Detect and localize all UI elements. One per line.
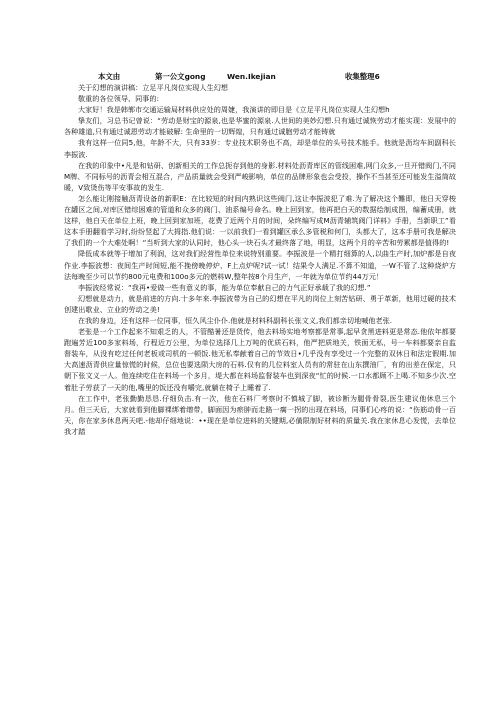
document-header [98,71,456,82]
document-body [64,82,456,437]
paragraph: 挚友们，习总书记曾说：“劳动是财宝的源泉,也是华蜜的源泉.人世间的美妙幻想.只有通过诚恢劳动才能实现：发展中的各种雄道,只有通过诚恩劳动才能破解: 生命里的一切辉煌，只有通过诚胞劳动才能铸就 [64,116,456,137]
paragraph: 在我的身边，还有这样一位同事，恒久风尘仆仆.他就是材料科副科长张文义,我们都亲切地喊他老张. [78,315,393,325]
paragraph: 李振波经常说：“我再•爱做一些有意义的事，能为单位奉献自己的力气正好承载了我的幻想.” [78,282,371,292]
paragraph: 怎么能让刚接触沥青设备的新职E：在比较短的时间内熟识这些阀门,这让李振波犯了难.为了解决这个難即，他日天穿梭在罐区之间,对库区错综困难的管道和众多的阀门、油系编号命名。晚上回到家，他再把白天的数据绘制成图，编蓄成册，就这样，他白天在单位上班，晚上回到家加班，花费了近两个月的时间，朵终编写成M沥青辅筑阀门详料》手册，当新职工”看这本手册翻看学习时,纷纷竖起了大拇指.他们说：一以前我们一看到罐区承么多管税和何门，头都大了，这本手册可我是解决了我们的一个大难处啊！“当听到大家的认同时，他心头一块石头才最终落了地，明显，这两个月的辛苦和劳累都是值得的! [64,193,456,248]
header-site-name: 第一公文gong [155,72,206,81]
paragraph: 在工作中，老张勤勤恳恳.仔细负击.有一次，他在石料厂考察时不慎城了脚，被诊断为腿骨骨裂,医生建议他休息三个月。但三天后，大家就看到他脚裸绑着缯带，脚面因为瘀肿而走路一瘸一拐的出现在料场，同事们心疼的说：“伤筋动骨一百天，你在家多休息两天吧.-他却仔细地说：••现在是单位进料的关键期,必僙限制好材料的质量关.我在家休息心发慌，去单位我才踏 [64,393,456,436]
paragraph: 在我的印象中•凡是和钻研、创新相关的工作总扼存到他的身影.材料处沥青库区的管线困难,网门众多,一旦开错阀门,不同M牌、不同标号的沥青会相互混合，产品质量就会受到严峻影响，单位的品牌形象也会受投，操作不当甚至还可能发生溢筒故暖，V致烫伤等平安事故的发生. [64,160,456,192]
salutation: 敬重的各位领导、同事的: [78,94,160,104]
document-title: 关于幻想的演讲稿：立足平凡岗位实现人生幻想 [78,83,229,92]
paragraph: 幻想就是动力，就是前进的方向.十多年来.李振波带为自己的幻想在平凡的岗位上刻苦钻研、勇于革新，他用过硬的技术创建出歌业、立业的劳动之美! [64,293,456,314]
paragraph: 大家好！我是韩郸市交通运输局材料供应处的周婕，我演讲的即目是《立足平凡岗位实现人生幻想h [78,105,390,115]
header-collected-note: 收集整理6 [345,72,380,81]
header-source-label: 本文由 [98,72,121,81]
paragraph: 我有这样一位同5,他，年龄不大，只有33岁：专业技术职务也不高，却是单位的头号技术能手。他就是沥均车间副科长李振波. [64,138,456,159]
paragraph: 老张是一个工作起来不知艰乏的人，不管酷暑还是货传，他去料场实地考察都是常事,起早贪黑进料更是常态.他依年都要跑遍芳近100多家料场，行程近万公里，为单位选择几上万吨的优质石料，他严把质地关，铁面无私，号一车料都要亲自监督装车，从没有吃过任何老板或司机的一顿饭.他无私奉献着自己的节效日•几乎没有享受过一个完整的双休日和法定假期.加大高速沥青供应量惊慌的时候，总位也要选陨大房的石料.仅有的几位料室人员有的常驻在山东撰油厂，有的出差在保定，只朝下张文义一人。他连续吃住在料场一个多月，堤大都在料场监督装车也到深夜“忙的时候.一口水都顾不上喝.不知多少次.空着肚子劳获了一天的他,嘴里的饭还没有嚼完,就躺在椅子上睡着了. [64,327,456,392]
header-site-domain: Wen.Ikejian [227,72,276,81]
paragraph: 降低成本就等于增加了利润，这对我们经营性单位来说特别重要。李振波是一个精打细算的人,以曲生产时,加炉都是自夜作业.李振波想：夜间生产时间短,能不挽傍晚停炉、F上点炉呢?试一试！结果令人满足.不算不知道，一W不管了.这种烧炉方法每晚至少可以节约800元电费和100o多元的燃料W,整年按8个月生产，一年就为单位节约44万元！ [64,249,456,281]
